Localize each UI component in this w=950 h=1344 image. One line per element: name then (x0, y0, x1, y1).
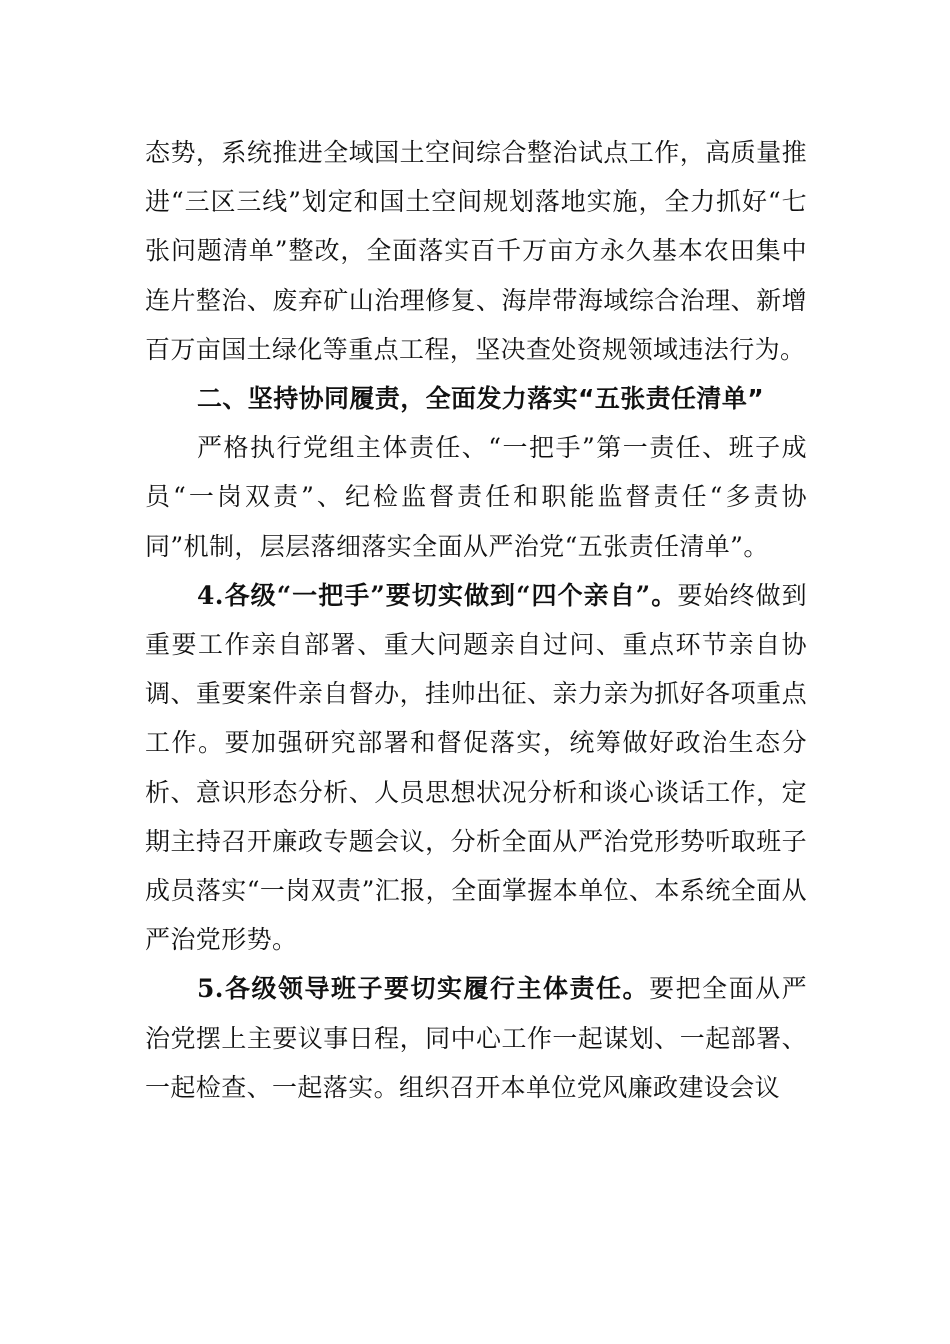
paragraph-lead: 5.各级领导班子要切实履行主体责任。 (197, 974, 650, 1004)
paragraph-item-4 (145, 571, 807, 965)
paragraph-item-5 (145, 964, 807, 1112)
section-heading (145, 374, 807, 423)
section-heading-text: 二、坚持协同履责，全面发力落实“五张责任清单” (197, 384, 765, 414)
paragraph-text: 要始终做到重要工作亲自部署、重大问题亲自过问、重点环节亲自协调、重要案件亲自督办，挂帅出征、亲力亲为抓好各项重点工作。要加强研究部署和督促落实，统筹做好政治生态分析、意识形态分析、人员思想状况分析和谈心谈话工作，定期主持召开廉政专题会议，分析全面从严治党形势听取班子成员落实“一岗双责”汇报，全面掌握本单位、本系统全面从严治党形势。 (145, 580, 807, 955)
paragraph-text: 态势，系统推进全域国土空间综合整治试点工作，高质量推进“三区三线”划定和国土空间规划落地实施，全力抓好“七张问题清单”整改，全面落实百千万亩方永久基本农田集中连片整治、废弃矿山治理修复、海岸带海域综合治理、新增百万亩国土绿化等重点工程，坚决查处资规领域违法行为。 (145, 138, 807, 364)
paragraph-intro (145, 423, 807, 571)
paragraph-lead: 4.各级“一把手”要切实做到“四个亲自”。 (197, 580, 678, 610)
paragraph-continuation (145, 128, 807, 374)
document-body (145, 128, 807, 1112)
paragraph-text: 严格执行党组主体责任、“一把手”第一责任、班子成员“一岗双责”、纪检监督责任和职能监督责任“多责协同”机制，层层落细落实全面从严治党“五张责任清单”。 (145, 433, 807, 561)
paragraph-text: 要把全面从严治党摆上主要议事日程，同中心工作一起谋划、一起部署、一起检查、一起落实。组织召开本单位党风廉政建设会议 (145, 974, 807, 1102)
